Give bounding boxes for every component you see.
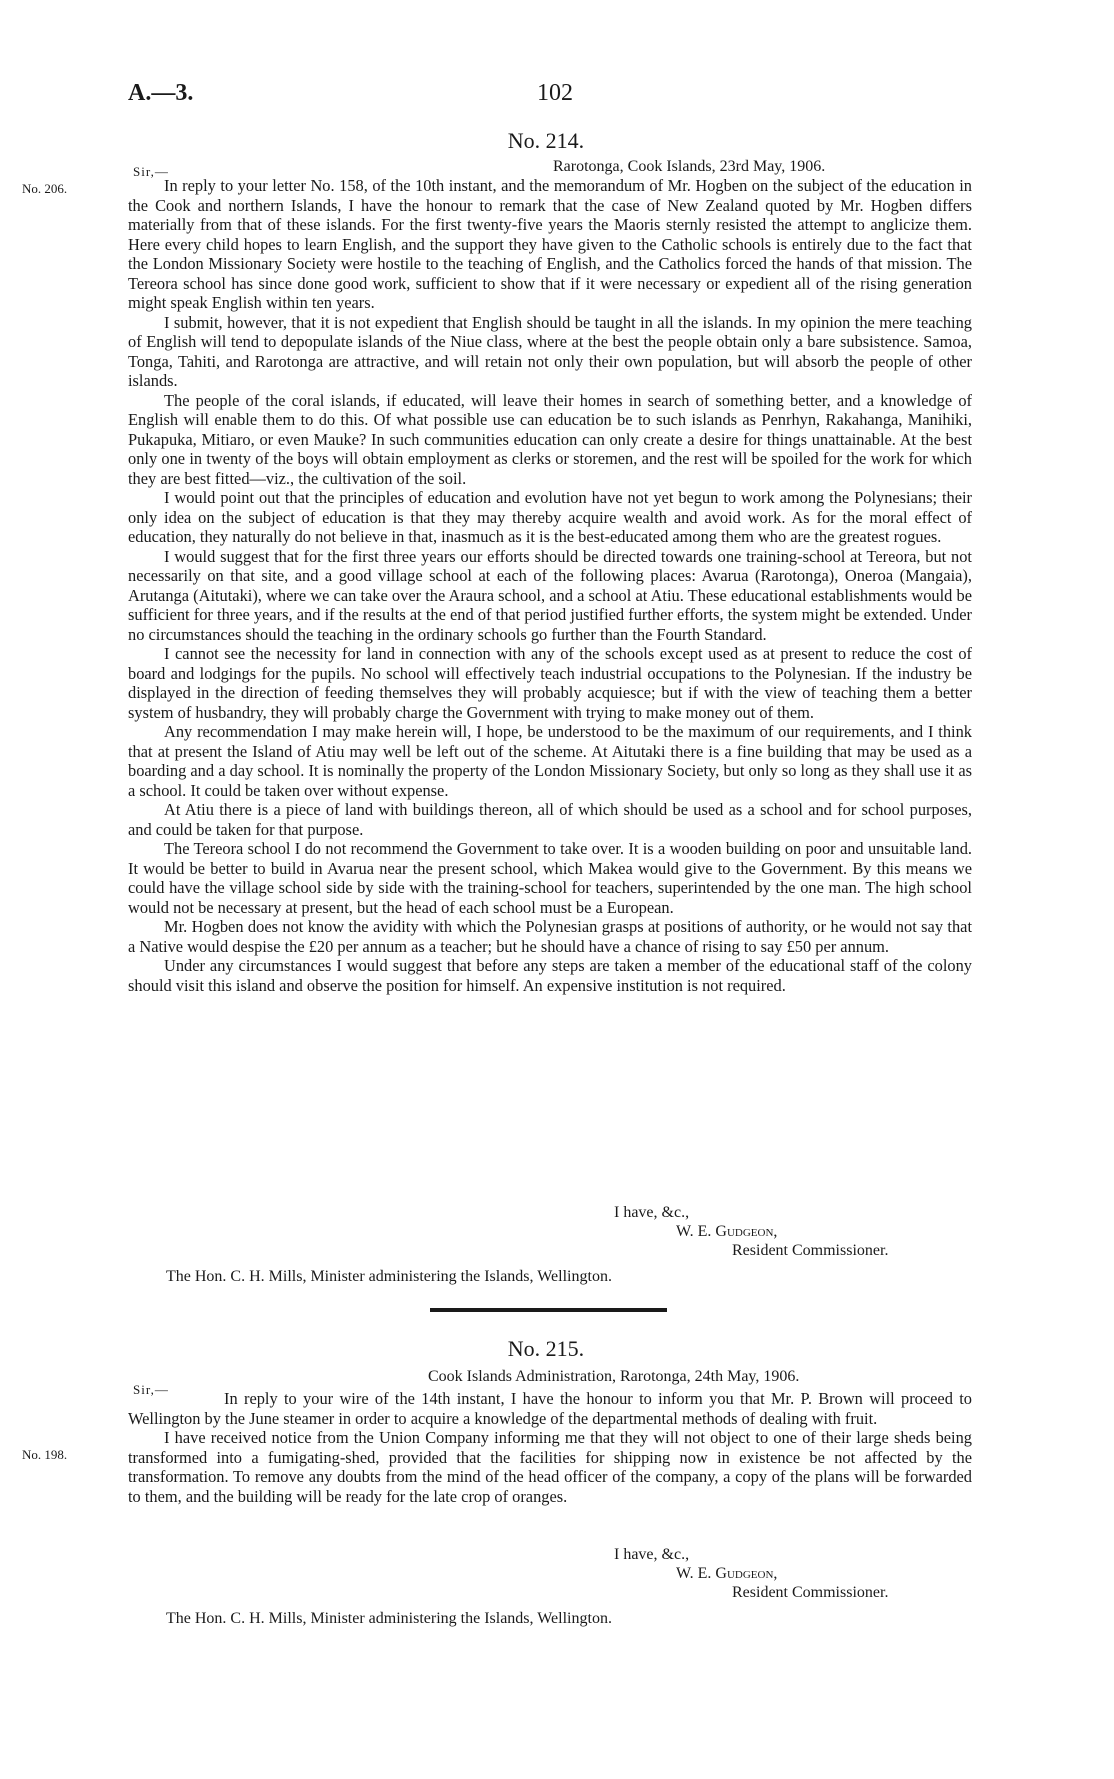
- paragraph: At Atiu there is a piece of land with buildings thereon, all of which should be used as a school and for school purposes, and could be taken for that purpose.: [128, 800, 972, 839]
- paragraph: I would point out that the principles of education and evolution have not yet begun to work among the Polynesians; their only idea on the subject of education is that they may thereby acquire wealth and avoid work. As for the moral effect of education, they naturally do not believe in that, inasmuch as it is the best-educated among them who are the greatest rogues.: [128, 488, 972, 546]
- paragraph: Under any circumstances I would suggest that before any steps are taken a member of the educational staff of the colony should visit this island and observe the position for himself. An expensive institution is not required.: [128, 956, 972, 995]
- paragraph: In reply to your wire of the 14th instant, I have the honour to inform you that Mr. P. Brown will proceed to Wellington by the June steamer in order to acquire a knowledge of the departmental methods of dealing with fruit.: [128, 1389, 972, 1428]
- signatory: W. E. Gudgeon,: [676, 1565, 778, 1582]
- letter-body: [128, 176, 972, 995]
- salutation: Sir,—: [133, 1382, 169, 1397]
- section-divider: [430, 1308, 667, 1312]
- dateline: Rarotonga, Cook Islands, 23rd May, 1906.: [553, 158, 826, 175]
- page-number: 102: [537, 80, 573, 106]
- signatory-title: Resident Commissioner.: [732, 1584, 889, 1601]
- margin-reference: No. 206.: [22, 181, 68, 196]
- signature-block: [614, 1545, 888, 1602]
- addressee: The Hon. C. H. Mills, Minister administering the Islands, Wellington.: [166, 1268, 612, 1285]
- paragraph: I cannot see the necessity for land in connection with any of the schools except used as at present to reduce the cost of board and lodgings for the pupils. No school will effectively teach industrial occupations to the Polynesian. If the industry be displayed in the direction of feeding themselves they will probably acquiesce; but if with the view of teaching them a better system of husbandry, they will probably charge the Government with trying to make money out of them.: [128, 644, 972, 722]
- letter-number: No. 214.: [507, 128, 585, 153]
- paragraph: I would suggest that for the first three years our efforts should be directed towards one training-school at Tereora, but not necessarily on that site, and a good village school at each of the following places: Avarua (Rarotonga), Oneroa (Mangaia), Arutanga (Aitutaki), where we can take over the Araura school, and a school at Atiu. These educational establishments would be sufficient for three years, and if the results at the end of that period justified further efforts, the system might be extended. Under no circumstances should the teaching in the ordinary schools go further than the Fourth Standard.: [128, 546, 972, 644]
- paragraph: Mr. Hogben does not know the avidity with which the Polynesian grasps at positions of authority, or he would not say that a Native would despise the £20 per annum as a teacher; but he should have a chance of rising to say £50 per annum.: [128, 917, 972, 956]
- signature-block: [614, 1203, 888, 1260]
- signatory-title: Resident Commissioner.: [732, 1242, 889, 1259]
- letter-body: [128, 1389, 972, 1506]
- closing: I have, &c.,: [614, 1204, 690, 1221]
- paragraph: I submit, however, that it is not expedient that English should be taught in all the islands. In my opinion the mere teaching of English will tend to depopulate islands of the Niue class, where at the best the people obtain only a bare subsistence. Samoa, Tonga, Tahiti, and Rarotonga are attractive, and will retain not only their own population, but will absorb the people of other islands.: [128, 312, 972, 390]
- letter-number: No. 215.: [507, 1336, 585, 1361]
- closing: I have, &c.,: [614, 1546, 690, 1563]
- addressee: The Hon. C. H. Mills, Minister administering the Islands, Wellington.: [166, 1610, 612, 1627]
- paragraph: Any recommendation I may make herein will, I hope, be understood to be the maximum of our requirements, and I think that at present the Island of Atiu may well be left out of the scheme. At Aitutaki there is a fine building that may be used as a boarding and a day school. It is nominally the property of the London Missionary Society, but only so long as they shall use it as a school. It could be taken over without expense.: [128, 722, 972, 800]
- salutation: Sir,—: [133, 164, 169, 179]
- signatory: W. E. Gudgeon,: [676, 1223, 778, 1240]
- paragraph: In reply to your letter No. 158, of the 10th instant, and the memorandum of Mr. Hogben on the subject of the education in the Cook and northern Islands, I have the honour to remark that the case of New Zealand quoted by Mr. Hogben differs materially from that of these islands. For the first twenty-five years the Maoris sternly resisted the attempt to anglicize them. Here every child hopes to learn English, and the support they have given to the Catholic schools is entirely due to the fact that the London Missionary Society were hostile to the teaching of English, and the Catholics forced the hands of that mission. The Tereora school has since done good work, sufficient to show that if it were necessary or expedient all of the rising generation might speak English within ten years.: [128, 176, 972, 312]
- document-reference: A.—3.: [128, 80, 194, 106]
- paragraph: The people of the coral islands, if educated, will leave their homes in search of something better, and a knowledge of English will enable them to do this. Of what possible use can education be to such islands as Penrhyn, Rakahanga, Manihiki, Pukapuka, Mitiaro, or even Mauke? In such communities education can only create a desire for things unattainable. At the best only one in twenty of the boys will obtain employment as clerks or storemen, and the rest will be spoiled for the work for which they are best fitted—viz., the cultivation of the soil.: [128, 390, 972, 488]
- paragraph: The Tereora school I do not recommend the Government to take over. It is a wooden building on poor and unsuitable land. It would be better to build in Avarua near the present school, which Makea would give to the Government. By this means we could have the village school side by side with the training-school for teachers, superintended by the one man. The high school would not be necessary at present, but the head of each school must be a European.: [128, 839, 972, 917]
- dateline: Cook Islands Administration, Rarotonga, 24th May, 1906.: [428, 1368, 800, 1385]
- paragraph: I have received notice from the Union Company informing me that they will not object to one of their large sheds being transformed into a fumigating-shed, provided that the facilities for shipping now in existence be not affected by the transformation. To remove any doubts from the mind of the head officer of the company, a copy of the plans will be forwarded to them, and the building will be ready for the late crop of oranges.: [128, 1428, 972, 1506]
- margin-reference: No. 198.: [22, 1447, 68, 1462]
